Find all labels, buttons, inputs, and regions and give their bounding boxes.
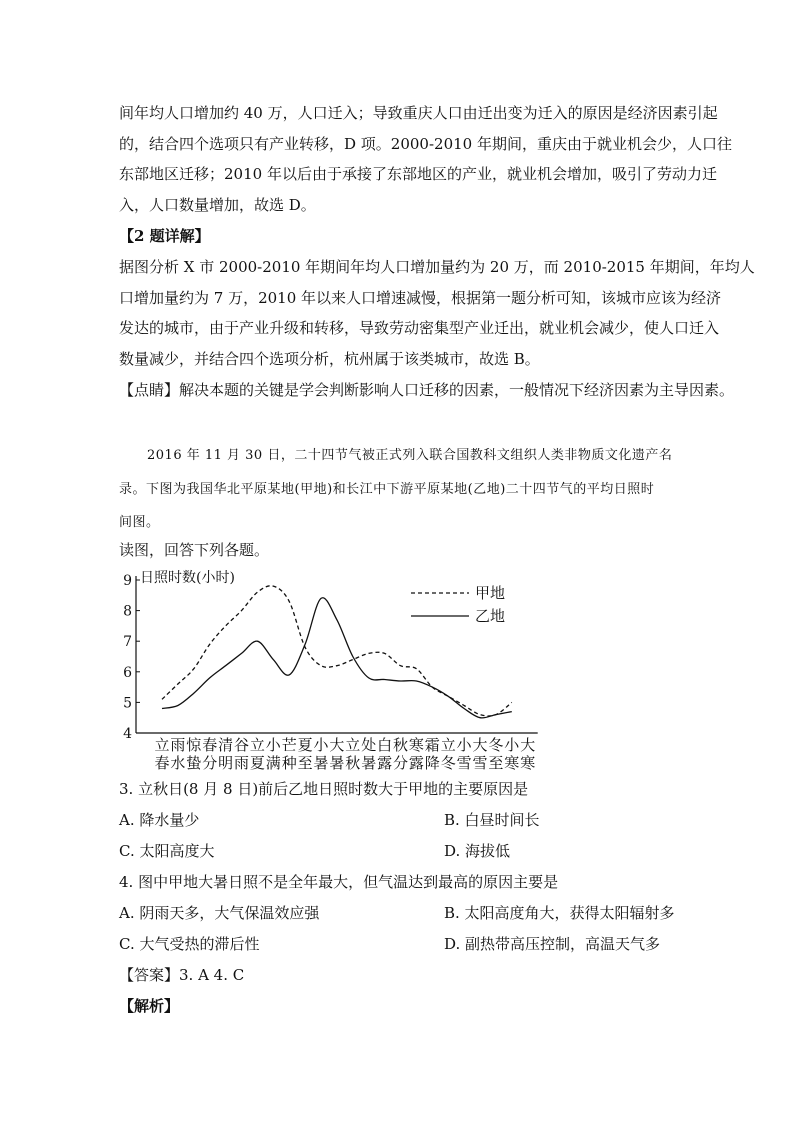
x-tick-label-top: 秋 <box>392 736 409 754</box>
paragraph2-line-4: 数量减少，并结合四个选项分析，杭州属于该类城市，故选 B。 <box>119 350 540 368</box>
q3-option-b[interactable]: B. 白昼时间长 <box>444 811 540 829</box>
x-tick-label-bottom: 雪 <box>472 754 488 772</box>
x-tick-label-top: 大 <box>472 736 488 754</box>
x-tick-label-top: 立 <box>249 736 265 754</box>
x-tick-label-bottom: 满 <box>265 754 281 772</box>
x-tick-label-bottom: 暑 <box>361 754 377 772</box>
paragraph1-line-2: 的，结合四个选项只有产业转移，D 项。2000-2010 年期间，重庆由于就业机会少，人口往 <box>119 135 732 153</box>
q3-option-c[interactable]: C. 太阳高度大 <box>119 842 215 860</box>
x-tick-label-bottom: 冬 <box>440 754 456 772</box>
x-tick-label-bottom: 至 <box>488 754 504 772</box>
answer-line: 【答案】3. A 4. C <box>119 966 245 984</box>
x-tick-label-top: 大 <box>520 736 536 754</box>
q3-option-d[interactable]: D. 海拔低 <box>444 842 511 860</box>
x-tick-label-top: 寒 <box>408 736 424 754</box>
series-line-jia <box>162 586 512 716</box>
x-tick-label-bottom: 暑 <box>329 754 345 772</box>
x-tick-label-bottom: 露 <box>408 754 424 772</box>
x-tick-label-top: 霜 <box>424 736 440 754</box>
intro-line-2: 录。下图为我国华北平原某地(甲地)和长江中下游平原某地(乙地)二十四节气的平均日照时 <box>119 482 655 497</box>
paragraph2-line-2: 口增加量约为 7 万，2010 年以来人口增速减慢，根据第一题分析可知，该城市应该为经济 <box>119 289 722 307</box>
x-tick-label-top: 白 <box>377 736 393 754</box>
x-tick-label-top: 谷 <box>233 736 250 754</box>
sunshine-hours-chart <box>119 563 539 773</box>
x-tick-label-top: 夏 <box>297 736 313 754</box>
y-tick-label: 5 <box>123 695 132 712</box>
dianjing-note: 【点睛】解决本题的关键是学会判断影响人口迁移的因素，一般情况下经济因素为主导因素。 <box>119 381 735 399</box>
q4-option-b[interactable]: B. 太阳高度角大，获得太阳辐射多 <box>444 904 675 922</box>
x-tick-label-bottom: 分 <box>202 754 218 772</box>
x-tick-label-bottom: 寒 <box>504 754 520 772</box>
x-tick-label-bottom: 至 <box>297 754 313 772</box>
q4-option-c[interactable]: C. 大气受热的滞后性 <box>119 935 260 953</box>
paragraph1-line-1: 间年均人口增加约 40 万，人口迁入；导致重庆人口由迁出变为迁入的原因是经济因素引起 <box>119 104 718 122</box>
x-tick-label-bottom: 夏 <box>249 754 265 772</box>
analysis-heading: 【解析】 <box>119 997 180 1015</box>
q4-option-a[interactable]: A. 阴雨天多，大气保温效应强 <box>119 904 320 922</box>
x-tick-label-bottom: 雪 <box>456 754 472 772</box>
x-tick-label-top: 小 <box>504 736 520 754</box>
x-tick-label-top: 小 <box>313 736 329 754</box>
x-tick-label-top: 小 <box>265 736 281 754</box>
x-tick-label-bottom: 春 <box>154 754 170 772</box>
x-tick-label-bottom: 种 <box>281 754 297 772</box>
x-tick-label-top: 冬 <box>488 736 504 754</box>
x-tick-label-bottom: 蛰 <box>186 754 202 772</box>
x-tick-label-top: 清 <box>218 736 234 754</box>
q3-stem: 3. 立秋日(8 月 8 日)前后乙地日照时数大于甲地的主要原因是 <box>119 780 529 798</box>
y-tick-label: 9 <box>123 573 132 589</box>
legend-label-yi: 乙地 <box>475 607 506 625</box>
x-tick-label-bottom: 明 <box>218 754 234 772</box>
x-tick-label-bottom: 水 <box>170 754 186 772</box>
legend-label-jia: 甲地 <box>475 584 506 602</box>
x-tick-label-top: 雨 <box>170 736 186 754</box>
q4-stem: 4. 图中甲地大暑日照不是全年最大，但气温达到最高的原因主要是 <box>119 873 559 891</box>
x-tick-label-top: 惊 <box>186 736 202 754</box>
y-tick-label: 7 <box>123 634 132 651</box>
x-tick-label-bottom: 秋 <box>345 754 361 772</box>
x-tick-label-bottom: 暑 <box>313 754 329 772</box>
x-tick-label-bottom: 分 <box>392 754 409 772</box>
x-tick-label-top: 春 <box>202 736 218 754</box>
x-tick-label-top: 处 <box>361 736 377 754</box>
x-tick-label-top: 立 <box>345 736 361 754</box>
paragraph1-line-4: 入，人口数量增加，故选 D。 <box>119 196 316 214</box>
x-tick-label-bottom: 寒 <box>520 754 536 772</box>
intro-line-1: 2016 年 11 月 30 日，二十四节气被正式列入联合国教科文组织人类非物质文化遗产名 <box>147 448 673 463</box>
y-tick-label: 4 <box>123 726 132 742</box>
paragraph2-line-3: 发达的城市，由于产业升级和转移，导致劳动密集型产业迁出，就业机会减少，使人口迁入 <box>119 319 720 337</box>
x-tick-label-bottom: 雨 <box>233 754 250 772</box>
paragraph2-line-1: 据图分析 X 市 2000-2010 年期间年均人口增加量约为 20 万，而 2010-2015 年期间，年均人 <box>119 258 755 276</box>
y-tick-label: 8 <box>123 603 132 620</box>
y-tick-label: 6 <box>123 664 132 681</box>
x-tick-label-bottom: 露 <box>377 754 393 772</box>
q3-option-a[interactable]: A. 降水量少 <box>119 811 200 829</box>
x-tick-label-top: 立 <box>154 736 170 754</box>
x-tick-label-top: 小 <box>456 736 472 754</box>
x-tick-label-bottom: 降 <box>424 754 440 772</box>
x-tick-label-top: 大 <box>329 736 345 754</box>
intro-line-3: 间图。 <box>119 515 160 530</box>
y-axis-label: 日照时数(小时) <box>140 570 235 586</box>
x-tick-label-top: 立 <box>440 736 456 754</box>
read-prompt: 读图，回答下列各题。 <box>119 541 270 559</box>
detail2-heading: 【2 题详解】 <box>119 227 210 245</box>
q4-option-d[interactable]: D. 副热带高压控制，高温天气多 <box>444 935 661 953</box>
paragraph1-line-3: 东部地区迁移；2010 年以后由于承接了东部地区的产业，就业机会增加，吸引了劳动力迁 <box>119 165 717 183</box>
x-tick-label-top: 芒 <box>281 736 297 754</box>
